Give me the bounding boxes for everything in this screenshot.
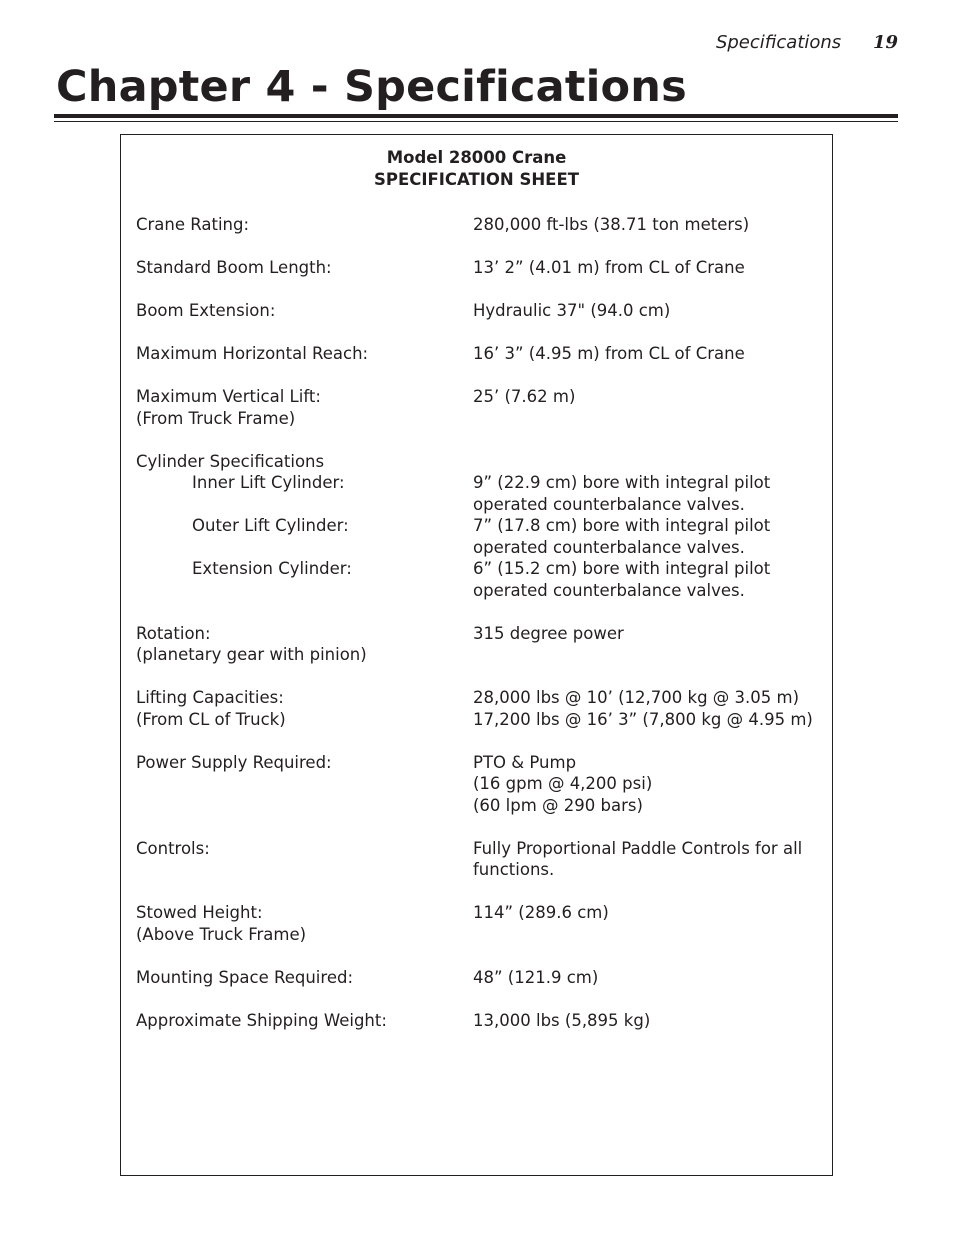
spec-label: Maximum Horizontal Reach: — [136, 344, 369, 363]
spec-subrow — [136, 472, 826, 494]
spec-value-continuation: operated counterbalance valves. — [473, 537, 745, 557]
spec-row — [136, 257, 826, 279]
spec-row — [136, 386, 826, 408]
spec-row — [136, 902, 826, 924]
spec-row — [136, 687, 826, 709]
spec-value-continuation: operated counterbalance valves. — [473, 494, 745, 514]
spec-row-continuation — [136, 924, 826, 946]
spec-label-note: (From Truck Frame) — [136, 408, 296, 428]
spec-value: 7” (17.8 cm) bore with integral pilot — [473, 516, 771, 535]
spec-label: Rotation: — [136, 623, 211, 643]
spec-value: 13’ 2” (4.01 m) from CL of Crane — [473, 258, 745, 277]
spec-label: Inner Lift Cylinder: — [192, 473, 345, 492]
spec-label: Approximate Shipping Weight: — [136, 1010, 387, 1030]
spec-section-label: Cylinder Specifications — [136, 451, 325, 471]
spec-value-continuation: functions. — [473, 860, 555, 879]
running-header — [716, 32, 898, 53]
spec-value: 13,000 lbs (5,895 kg) — [473, 1010, 651, 1030]
sheet-title-subtitle: SPECIFICATION SHEET — [374, 170, 579, 189]
spec-value: 28,000 lbs @ 10’ (12,700 kg @ 3.05 m) — [473, 688, 800, 707]
running-header-section: Specifications — [715, 32, 842, 53]
spec-value: 48” (121.9 cm) — [473, 967, 599, 987]
spec-subrow-continuation — [136, 494, 826, 516]
spec-row — [136, 343, 826, 365]
spec-value: 315 degree power — [473, 623, 624, 643]
spec-label-note: (From CL of Truck) — [136, 709, 286, 729]
spec-value: 16’ 3” (4.95 m) from CL of Crane — [473, 344, 745, 363]
spec-value: PTO & Pump — [473, 752, 577, 772]
spec-row — [136, 214, 826, 236]
spec-value: 25’ (7.62 m) — [473, 387, 576, 406]
specification-sheet-box — [120, 134, 833, 1176]
sheet-title — [121, 147, 832, 191]
spec-row — [136, 300, 826, 322]
spec-row — [136, 838, 826, 860]
spec-row — [136, 623, 826, 645]
spec-value-continuation: operated counterbalance valves. — [473, 580, 745, 600]
spec-label-note: (planetary gear with pinion) — [136, 645, 367, 664]
spec-value-continuation: (16 gpm @ 4,200 psi) — [473, 774, 653, 793]
spec-label: Lifting Capacities: — [136, 688, 284, 707]
spec-row-continuation — [136, 644, 826, 666]
title-rule-thin — [54, 121, 898, 122]
spec-label: Stowed Height: — [136, 903, 263, 922]
spec-row — [136, 1010, 826, 1032]
spec-row-continuation — [136, 709, 826, 731]
spec-subrow — [136, 515, 826, 537]
spec-label: Maximum Vertical Lift: — [136, 387, 321, 406]
spec-row-continuation — [136, 773, 826, 795]
spec-value: Hydraulic 37" (94.0 cm) — [473, 301, 671, 320]
spec-value-continuation: 17,200 lbs @ 16’ 3” (7,800 kg @ 4.95 m) — [473, 709, 813, 729]
spec-subrow — [136, 558, 826, 580]
spec-label: Outer Lift Cylinder: — [192, 516, 349, 535]
spec-rows — [136, 214, 826, 1031]
spec-row-continuation — [136, 859, 826, 881]
spec-label-note: (Above Truck Frame) — [136, 924, 307, 944]
spec-row-continuation — [136, 795, 826, 817]
title-rule-thick — [54, 114, 898, 118]
spec-label: Standard Boom Length: — [136, 258, 332, 277]
spec-row — [136, 967, 826, 989]
spec-value: 6” (15.2 cm) bore with integral pilot — [473, 559, 771, 578]
spec-label: Controls: — [136, 838, 210, 858]
chapter-title: Chapter 4 - Specifications — [56, 62, 687, 112]
spec-label: Crane Rating: — [136, 215, 250, 234]
spec-row — [136, 752, 826, 774]
spec-value: 280,000 ft-lbs (38.71 ton meters) — [473, 215, 750, 234]
spec-value-continuation: (60 lpm @ 290 bars) — [473, 795, 643, 815]
spec-label: Mounting Space Required: — [136, 967, 353, 987]
spec-value: 9” (22.9 cm) bore with integral pilot — [473, 473, 771, 492]
spec-row — [136, 451, 826, 473]
sheet-title-model: Model 28000 Crane — [386, 148, 567, 167]
spec-label: Extension Cylinder: — [192, 559, 352, 578]
spec-row-continuation — [136, 408, 826, 430]
spec-value: Fully Proportional Paddle Controls for all — [473, 838, 803, 858]
spec-subrow-continuation — [136, 580, 826, 602]
spec-label: Power Supply Required: — [136, 752, 332, 772]
spec-value: 114” (289.6 cm) — [473, 903, 609, 922]
page-number: 19 — [872, 32, 898, 53]
spec-label: Boom Extension: — [136, 301, 276, 320]
spec-subrow-continuation — [136, 537, 826, 559]
